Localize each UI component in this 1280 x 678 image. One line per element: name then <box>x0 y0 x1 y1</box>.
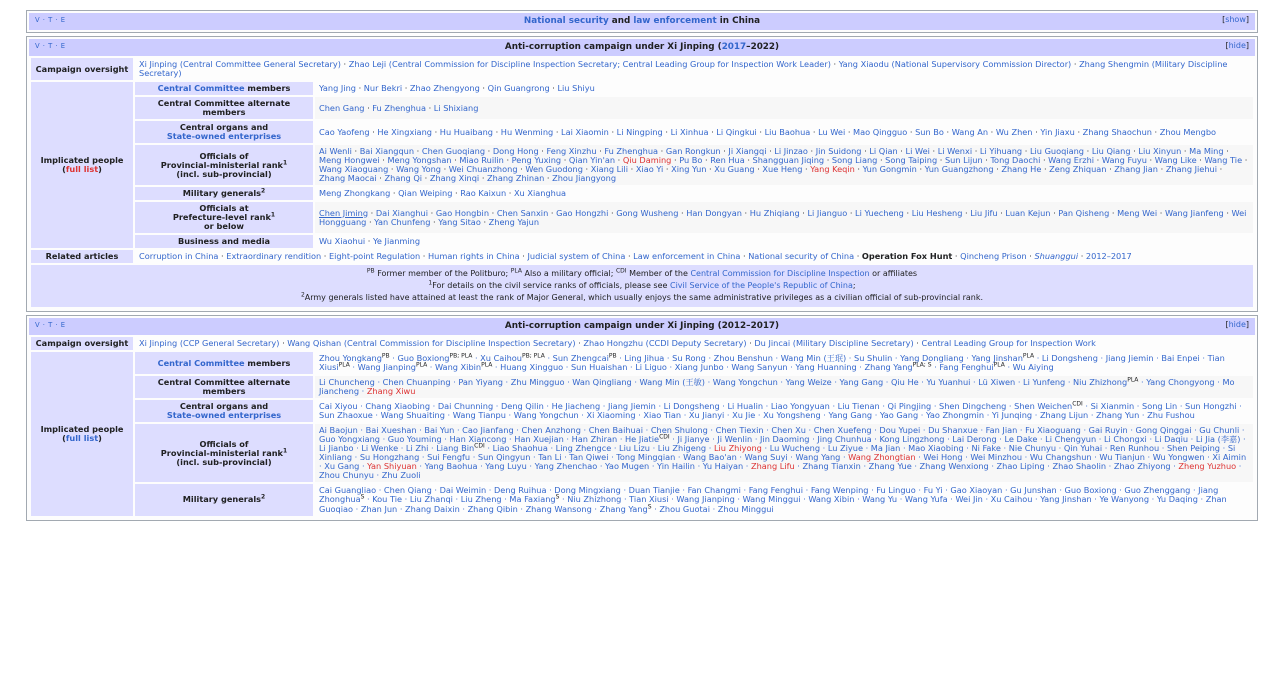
vte-links[interactable]: V · T · E <box>35 16 66 24</box>
list-item[interactable]: Extraordinary rendition <box>226 251 322 262</box>
campaign-2012-table <box>29 335 1255 517</box>
list-item[interactable]: Corruption in China <box>139 251 219 262</box>
list-item[interactable]: Shangguan Jiqing <box>752 155 825 166</box>
list-item[interactable]: National security of China <box>748 251 855 262</box>
list-item[interactable]: Li Wei <box>905 146 930 157</box>
list-item[interactable]: Yang Xiaodu (National Supervisory Commission Director) <box>838 59 1072 69</box>
list-item[interactable]: Hu Wenming <box>500 126 554 137</box>
list-item[interactable]: Yang Keqin <box>810 164 855 175</box>
list-item[interactable]: Peng Yuxing <box>511 155 562 166</box>
list-item[interactable]: Meng Hongwei <box>319 155 380 166</box>
list-item[interactable]: Human rights in China <box>428 251 520 262</box>
list-item[interactable]: Ji Xiangqi <box>728 146 767 157</box>
list-item[interactable]: Hu Huaibang <box>439 126 493 137</box>
group-cc-alternate: Central Committee alternate members <box>135 376 313 398</box>
vte-links[interactable]: V · T · E <box>35 321 66 330</box>
list-item[interactable]: Liu Jifu <box>970 207 998 218</box>
navbox-title-national-security <box>29 13 1255 30</box>
list-item[interactable]: Meng Zhongkang <box>319 188 391 199</box>
list-item[interactable]: Song Taiping <box>885 155 938 166</box>
list-prefecture: Chen Jiming · Dai Xianghui · Gao Hongbin · Chen Sanxin · Gao Hongzhi · Gong Wusheng · Han Dongyan · Hu Zhiqiang · Li Jianguo · Li Yuecheng · Liu Hesheng · Liu Jifu · Luan Kejun · Pan Qisheng · Meng Wei · Wang Jianfeng · Wei Hongguang · Yan Chunfeng · Yang Sitao · Zheng Yajun <box>315 202 1253 233</box>
list-item[interactable]: Jin Suidong <box>815 146 862 157</box>
list-item[interactable]: Zhang Jiehui <box>1165 164 1217 175</box>
list-item[interactable]: Chen Guoqiang <box>421 146 486 157</box>
list-item[interactable]: Wang Erzhi <box>1048 155 1095 166</box>
list-item[interactable]: Li Yuecheng <box>855 207 904 218</box>
link-civil-service[interactable]: Civil Service of the People's Republic of China <box>669 281 853 291</box>
list-item[interactable]: Chen Jiming <box>319 207 369 218</box>
list-item[interactable]: Wei Chuanzhong <box>448 164 518 175</box>
group-provincial: Officials of Provincial-ministerial rank$^1$ (incl. sub-provincial) <box>135 424 313 482</box>
list-item[interactable]: Zhao Zhengyong <box>409 83 480 94</box>
list-item[interactable]: Yang Jing <box>319 83 356 94</box>
list-item[interactable]: Judicial system of China <box>527 251 626 262</box>
list-item[interactable]: Xiang Lili <box>590 164 629 175</box>
list-item[interactable]: Ren Hua <box>710 155 745 166</box>
list-item[interactable]: Zhang Xinqi <box>429 173 480 184</box>
group-campaign-oversight: Campaign oversight <box>31 58 133 80</box>
list-item[interactable]: Sun Bo <box>915 126 944 137</box>
list-item[interactable]: Luan Kejun <box>1005 207 1051 218</box>
list-item[interactable]: Nur Bekri <box>363 83 403 94</box>
list-item[interactable]: Qian Yin'an <box>568 155 616 166</box>
navbox-campaign-2012 <box>26 315 1258 520</box>
list-item[interactable]: Gao Hongbin <box>435 207 490 218</box>
group-related-articles: Related articles <box>31 250 133 263</box>
list-item[interactable]: Yin Jiaxu <box>1040 126 1075 137</box>
list-item[interactable]: Xing Yun <box>671 164 707 175</box>
title-campaign-2012: Anti-corruption campaign under Xi Jinping (2012–2017) <box>504 320 780 331</box>
list-cc-alternate: Li Chuncheng · Chen Chuanping · Pan Yiyang · Zhu Mingguo · Wan Qingliang · Wang Min (王敏) · Wang Yongchun · Yang Weize · Yang Gang · Qiu He · Yu Yuanhui · Lü Xiwen · Li Yunfeng · Niu Zhizhong$^{PLA}$ · Yang Chongyong · Mo Jiancheng · Zhang Xiwu <box>315 376 1253 398</box>
list-central-organs: Cai Xiyou · Chang Xiaobing · Dai Chunning · Deng Qilin · He Jiacheng · Jiang Jiemin · Li Dongsheng · Li Hualin · Liao Yongyuan · Liu Tienan · Qi Pingjing · Shen Dingcheng · Shen Weichen$^{CDI}$ · Si Xianmin · Song Lin · Sun Hongzhi · Sun Zhaoxue · Wang Shuaiting · Wang Tianpu · Wang Yongchun · Xi Xiaoming · Xiao Tian · Xu Jianyi · Xu Jie · Xu Yongsheng · Yang Gang · Yao Gang · Yao Zhongmin · Yi Junqing · Zhang Lijun · Zhang Yun · Zhu Fushou <box>315 400 1253 422</box>
list-item[interactable]: Pan Qisheng <box>1058 207 1110 218</box>
list-item[interactable]: Fu Zhenghua <box>372 102 426 113</box>
list-item[interactable]: Meng Yongshan <box>387 155 452 166</box>
list-item[interactable]: Wang Qishan (Central Commission for Discipline Inspection Secretary) <box>287 338 576 349</box>
list-item[interactable]: Fu Zhenghua <box>604 146 659 157</box>
list-item[interactable]: Mao Qingguo <box>853 126 908 137</box>
list-item[interactable]: Yun Guangzhong <box>924 164 994 175</box>
list-item[interactable]: Qin Guangrong <box>487 83 550 94</box>
list-item[interactable]: Tong Daochi <box>990 155 1041 166</box>
list-item[interactable]: Rao Kaixun <box>460 188 507 199</box>
list-item[interactable]: Central Leading Group for Inspection Work <box>921 338 1096 349</box>
list-item[interactable]: Liu Guoqiang <box>1029 146 1084 157</box>
link-national-security[interactable]: National security <box>523 15 609 26</box>
list-item[interactable]: Shuanggui <box>1034 251 1079 262</box>
list-item[interactable]: Wu Xiaohui <box>319 236 366 247</box>
navbox-national-security <box>26 10 1258 33</box>
list-item[interactable]: Dai Xianghui <box>375 207 429 218</box>
list-item[interactable]: Zhang Shengmin (Military Discipline Secretary) <box>139 59 1228 79</box>
list-item[interactable]: Yan Chunfeng <box>374 216 431 227</box>
group-central-organs: Central organs and State-owned enterprises <box>135 121 313 143</box>
list-item[interactable]: Zhao Hongzhu (CCDI Deputy Secretary) <box>583 338 747 349</box>
list-item[interactable]: Ai Wenli <box>319 146 352 157</box>
list-item[interactable]: Li Qian <box>869 146 898 157</box>
list-item[interactable]: Feng Xinzhu <box>546 146 597 157</box>
link-law-enforcement[interactable]: law enforcement <box>633 15 717 26</box>
link-ccdi[interactable]: Central Commission for Discipline Inspection <box>690 269 870 279</box>
list-item[interactable]: Li Ningping <box>616 126 663 137</box>
list-item[interactable]: Lai Xiaomin <box>561 126 609 137</box>
list-item[interactable]: Lu Wei <box>818 126 846 137</box>
group-business-media: Business and media <box>135 235 313 248</box>
list-item[interactable]: Xi Jinping (CCP General Secretary) <box>139 338 280 349</box>
list-item[interactable]: Qincheng Prison <box>960 251 1027 262</box>
list-item[interactable]: Zhao Leji (Central Commission for Discipline Inspection Secretary; Central Leading Group for Inspection Work Leader) <box>348 59 831 69</box>
list-item[interactable]: Ma Ming <box>1189 146 1224 157</box>
list-item[interactable]: Zhou Mengbo <box>1159 126 1217 137</box>
list-item[interactable]: Miao Ruilin <box>459 155 504 166</box>
list-provincial: Ai Baojun · Bai Xueshan · Bai Yun · Cao Jianfang · Chen Anzhong · Chen Baihuai · Chen Shulong · Chen Tiexin · Chen Xu · Chen Xuefeng · Dou Yupei · Du Shanxue · Fan Jian · Fu Xiaoguang · Gai Ruyin · Gong Qinggai · Gu Chunli · Guo Yongxiang · Guo Youming · Han Xiancong · Han Xuejian · Han Zhiran · He Jiatie$^{CDI}$ · Ji Jianye · Ji Wenlin · Jin Daoming · Jing Chunhua · Kong Lingzhong · Lai Derong · Le Dake · Li Chengyun · Li Chongxi · Li Daqiu · Li Jia (李嘉) · Li Jianbo · Li Wenke · Li Zhi · Liang Bin$^{CDI}$ · Liao Shaohua · Ling Zhengce · Liu Lizu · Liu Zhigeng · Liu Zhiyong · Lu Wucheng · Lu Ziyue · Ma Jian · Mao Xiaobing · Ni Fake · Nie Chunyu · Qin Yuhai · Ren Runhou · Shen Peiping · Si Xinliang · Su Hongzhang · Sui Fengfu · Sun Qingyun · Tan Li · Tan Qiwei · Tong Mingqian · Wang Bao'an · Wang Suyi · Wang Yang · Wang Zhongtian · Wei Hong · Wei Minzhou · Wu Changshun · Wu Tianjun · Wu Yongwen · Xi Aimin · Xu Gang · Yan Shiyuan · Yang Baohua · Yang Luyu · Yang Zhenchao · Yao Mugen · Yin Hailin · Yu Haiyan · Zhang Lifu · Zhang Tianxin · Zhang Yue · Zhang Wenxiong · Zhao Liping · Zhao Shaolin · Zhao Zhiyong · Zheng Yuzhuo · Zhou Chunyu · Zhu Zuoli <box>315 424 1253 482</box>
list-item[interactable]: Wu Zhen <box>995 126 1033 137</box>
footnotes: $^{PB}$ Former member of the Politburo; $^{PLA}$ Also a military official; $^{CDI}$ Member of the Central Commission for Discipline Inspection or affiliates $^1$For details on the civil service ranks of officials, please see Civil Service of the People's Republic of China; $^2$Army generals listed have attained at least the rank of Major General, which usually enjoys the same administrative privileges as a civilian official of sub-provincial rank. <box>31 265 1253 307</box>
list-item[interactable]: Hu Zhiqiang <box>749 207 800 218</box>
list-item[interactable]: Zheng Yajun <box>488 216 540 227</box>
list-item[interactable]: Chen Sanxin <box>496 207 549 218</box>
list-item[interactable]: Dong Hong <box>492 146 539 157</box>
list-military: Meng Zhongkang · Qian Weiping · Rao Kaixun · Xu Xianghua <box>315 187 1253 200</box>
list-item[interactable]: Eight-point Regulation <box>328 251 421 262</box>
list-campaign-oversight: Xi Jinping (Central Committee General Secretary) · Zhao Leji (Central Commission for Discipline Inspection Secretary; Central Leading Group for Inspection Work Leader) · Yang Xiaodu (National Supervisory Commission Director) · Zhang Shengmin (Military Discipline Secretary) <box>135 58 1253 80</box>
list-item[interactable]: Liu Hesheng <box>911 207 963 218</box>
list-item[interactable]: Zhang Zhinan <box>487 173 545 184</box>
list-item[interactable]: Chen Gang <box>319 102 365 113</box>
list-item[interactable]: Zhang Jian <box>1114 164 1158 175</box>
navbox-title-campaign-2012 <box>29 318 1255 335</box>
list-item[interactable]: Gong Wusheng <box>616 207 679 218</box>
list-item[interactable]: Wang Jianfeng <box>1164 207 1224 218</box>
list-item[interactable]: Zeng Zhiquan <box>1049 164 1107 175</box>
list-item[interactable]: Bai Xiangqun <box>359 146 415 157</box>
list-item[interactable]: Zhang Shaochun <box>1082 126 1152 137</box>
campaign-2017-table <box>29 56 1255 309</box>
list-item[interactable]: Xiao Yi <box>635 164 664 175</box>
list-item[interactable]: Qiu Daming <box>622 155 672 166</box>
list-item[interactable]: Xue Heng <box>762 164 803 175</box>
list-item[interactable]: Xi Jinping (Central Committee General Secretary) <box>139 59 341 69</box>
list-item[interactable]: Meng Wei <box>1117 207 1158 218</box>
list-item[interactable]: Law enforcement in China <box>633 251 741 262</box>
list-item[interactable]: Xu Guang <box>714 164 755 175</box>
list-item[interactable]: Du Jincai (Military Discipline Secretary) <box>754 338 914 349</box>
group-cc-alternate: Central Committee alternate members <box>135 97 313 119</box>
hide-toggle[interactable]: [hide] <box>1225 41 1249 50</box>
list-item[interactable]: Li Xinhua <box>670 126 709 137</box>
list-item[interactable]: Han Dongyan <box>686 207 742 218</box>
group-cc-members: Central Committee members <box>135 82 313 95</box>
list-related-articles: Corruption in China · Extraordinary rendition · Eight-point Regulation · Human rights in China · Judicial system of China · Law enforcement in China · National security of China · Operation Fox Hunt · Qincheng Prison · Shuanggui · 2012–2017 <box>135 250 1253 263</box>
full-list-link[interactable]: full list <box>65 432 99 443</box>
list-item[interactable]: Zhang Maocai <box>319 173 377 184</box>
list-item[interactable]: Wang Xiaoguang <box>319 164 389 175</box>
show-toggle[interactable]: [show] <box>1222 15 1249 24</box>
list-item[interactable]: He Xingxiang <box>377 126 432 137</box>
list-item[interactable]: Gan Rongkun <box>665 146 721 157</box>
list-item[interactable]: Liu Xinyun <box>1138 146 1182 157</box>
group-cc-members: Central Committee members <box>135 352 313 374</box>
list-military: Cai Guangliao · Chen Qiang · Dai Weimin · Deng Ruihua · Dong Mingxiang · Duan Tianjie · Fan Changmi · Fang Fenghui · Fang Wenping · Fu Linguo · Fu Yi · Gao Xiaoyan · Gu Junshan · Guo Boxiong · Guo Zhenggang · Jiang Zhonghua$^S$ · Kou Tie · Liu Zhanqi · Liu Zheng · Ma Faxiang$^S$ · Niu Zhizhong · Tian Xiusi · Wang Jianping · Wang Minggui · Wang Xibin · Wang Yu · Wang Yufa · Wei Jin · Xu Caihou · Yang Jinshan · Ye Wanyong · Yu Daqing · Zhan Guoqiao · Zhan Jun · Zhang Daixin · Zhang Qibin · Zhang Wansong · Zhang Yang$^S$ · Zhou Guotai · Zhou Minggui <box>315 484 1253 515</box>
list-item[interactable]: Pu Bo <box>679 155 703 166</box>
list-cc-members: Yang Jing · Nur Bekri · Zhao Zhengyong · Qin Guangrong · Liu Shiyu <box>315 82 1253 95</box>
list-campaign-oversight: Xi Jinping (CCP General Secretary) · Wang Qishan (Central Commission for Discipline Inspection Secretary) · Zhao Hongzhu (CCDI Deputy Secretary) · Du Jincai (Military Discipline Secretary) · Central Leading Group for Inspection Work <box>135 337 1253 350</box>
list-item[interactable]: Liu Qiang <box>1091 146 1131 157</box>
list-item[interactable]: Li Jinzao <box>774 146 808 157</box>
list-item[interactable]: Qian Weiping <box>398 188 453 199</box>
full-list-link[interactable]: full list <box>65 164 99 175</box>
list-central-organs: Cao Yaofeng · He Xingxiang · Hu Huaibang · Hu Wenming · Lai Xiaomin · Li Ningping · Li Xinhua · Li Qingkui · Liu Baohua · Lu Wei · Mao Qingguo · Sun Bo · Wang An · Wu Zhen · Yin Jiaxu · Zhang Shaochun · Zhou Mengbo <box>315 121 1253 143</box>
list-item[interactable]: Wei Hongguang <box>319 207 1247 227</box>
group-implicated-people: Implicated people (full list) <box>31 352 133 515</box>
list-item[interactable]: 2012–2017 <box>1085 251 1132 262</box>
list-item[interactable]: Sun Lijun <box>944 155 983 166</box>
group-prefecture: Officials at Prefecture-level rank$^1$ or below <box>135 202 313 233</box>
list-item[interactable]: Zhang Qi <box>384 173 423 184</box>
list-cc-alternate: Chen Gang · Fu Zhenghua · Li Shixiang <box>315 97 1253 119</box>
list-item[interactable]: Wang Like <box>1154 155 1197 166</box>
list-item[interactable]: Li Yihuang <box>979 146 1023 157</box>
vte-links[interactable]: V · T · E <box>35 42 66 50</box>
list-item[interactable]: Yun Gongmin <box>862 164 917 175</box>
list-item[interactable]: Cao Yaofeng <box>319 126 370 137</box>
list-provincial: Ai Wenli · Bai Xiangqun · Chen Guoqiang · Dong Hong · Feng Xinzhu · Fu Zhenghua · Gan Rongkun · Ji Xiangqi · Li Jinzao · Jin Suidong · Li Qian · Li Wei · Li Wenxi · Li Yihuang · Liu Guoqiang · Liu Qiang · Liu Xinyun · Ma Ming · Meng Hongwei · Meng Yongshan · Miao Ruilin · Peng Yuxing · Qian Yin'an · Qiu Daming · Pu Bo · Ren Hua · Shangguan Jiqing · Song Liang · Song Taiping · Sun Lijun · Tong Daochi · Wang Erzhi · Wang Fuyu · Wang Like · Wang Tie · Wang Xiaoguang · Wang Yong · Wei Chuanzhong · Wen Guodong · Xiang Lili · Xiao Yi · Xing Yun · Xu Guang · Xue Heng · Yang Keqin · Yun Gongmin · Yun Guangzhong · Zhang He · Zeng Zhiquan · Zhang Jian · Zhang Jiehui · Zhang Maocai · Zhang Qi · Zhang Xinqi · Zhang Zhinan · Zhou Jiangyong <box>315 145 1253 185</box>
group-central-organs: Central organs and State-owned enterprises <box>135 400 313 422</box>
list-item[interactable]: Li Shixiang <box>433 102 479 113</box>
group-implicated-people: Implicated people (full list) <box>31 82 133 248</box>
list-item[interactable]: Zhang He <box>1001 164 1042 175</box>
list-item[interactable]: Xu Xianghua <box>513 188 567 199</box>
list-item[interactable]: Gao Hongzhi <box>556 207 609 218</box>
list-item[interactable]: Li Qingkui <box>716 126 757 137</box>
group-campaign-oversight: Campaign oversight <box>31 337 133 350</box>
hide-toggle[interactable]: [hide] <box>1225 320 1249 330</box>
navbox-title-campaign-2017 <box>29 39 1255 56</box>
title-national-security: National security and law enforcement in China <box>523 15 761 26</box>
list-cc-members: Zhou Yongkang$^{PB}$ · Guo Boxiong$^{PB; PLA}$ · Xu Caihou$^{PB; PLA}$ · Sun Zhengcai$^{PB}$ · Ling Jihua · Su Rong · Zhou Benshun · Wang Min (王珉) · Su Shulin · Yang Dongliang · Yang Jinshan$^{PLA}$ · Li Dongsheng · Jiang Jiemin · Bai Enpei · Tian Xiusi$^{PLA}$ · Wang Jianping$^{PLA}$ · Wang Xibin$^{PLA}$ · Huang Xingguo · Sun Huaishan · Li Liguo · Xiang Junbo · Wang Sanyun · Yang Huanning · Zhang Yang$^{PLA; S}$ · Fang Fenghui$^{PLA}$ · Wu Aiying <box>315 352 1253 374</box>
list-item[interactable]: Ye Jianming <box>372 236 421 247</box>
list-item[interactable]: Li Wenxi <box>937 146 973 157</box>
title-campaign-2017: Anti-corruption campaign under Xi Jinping (2017–2022) <box>504 41 780 52</box>
list-item[interactable]: Liu Shiyu <box>557 83 595 94</box>
list-item[interactable]: Liu Baohua <box>764 126 811 137</box>
list-business-media: Wu Xiaohui · Ye Jianming <box>315 235 1253 248</box>
list-item[interactable]: Song Liang <box>831 155 878 166</box>
group-provincial: Officials of Provincial-ministerial rank$^1$ (incl. sub-provincial) <box>135 145 313 185</box>
group-military: Military generals$^2$ <box>135 484 313 515</box>
list-item[interactable]: Yang Sitao <box>438 216 481 227</box>
list-item[interactable]: Wang An <box>951 126 989 137</box>
list-item[interactable]: Wang Tie <box>1204 155 1243 166</box>
list-item[interactable]: Zhou Jiangyong <box>552 173 617 184</box>
list-item[interactable]: Operation Fox Hunt <box>861 251 953 262</box>
list-item[interactable]: Li Jianguo <box>807 207 848 218</box>
navbox-campaign-2017 <box>26 36 1258 312</box>
list-item[interactable]: Wang Fuyu <box>1101 155 1147 166</box>
list-item[interactable]: Wen Guodong <box>525 164 583 175</box>
list-item[interactable]: Wang Yong <box>396 164 441 175</box>
group-military: Military generals$^2$ <box>135 187 313 200</box>
